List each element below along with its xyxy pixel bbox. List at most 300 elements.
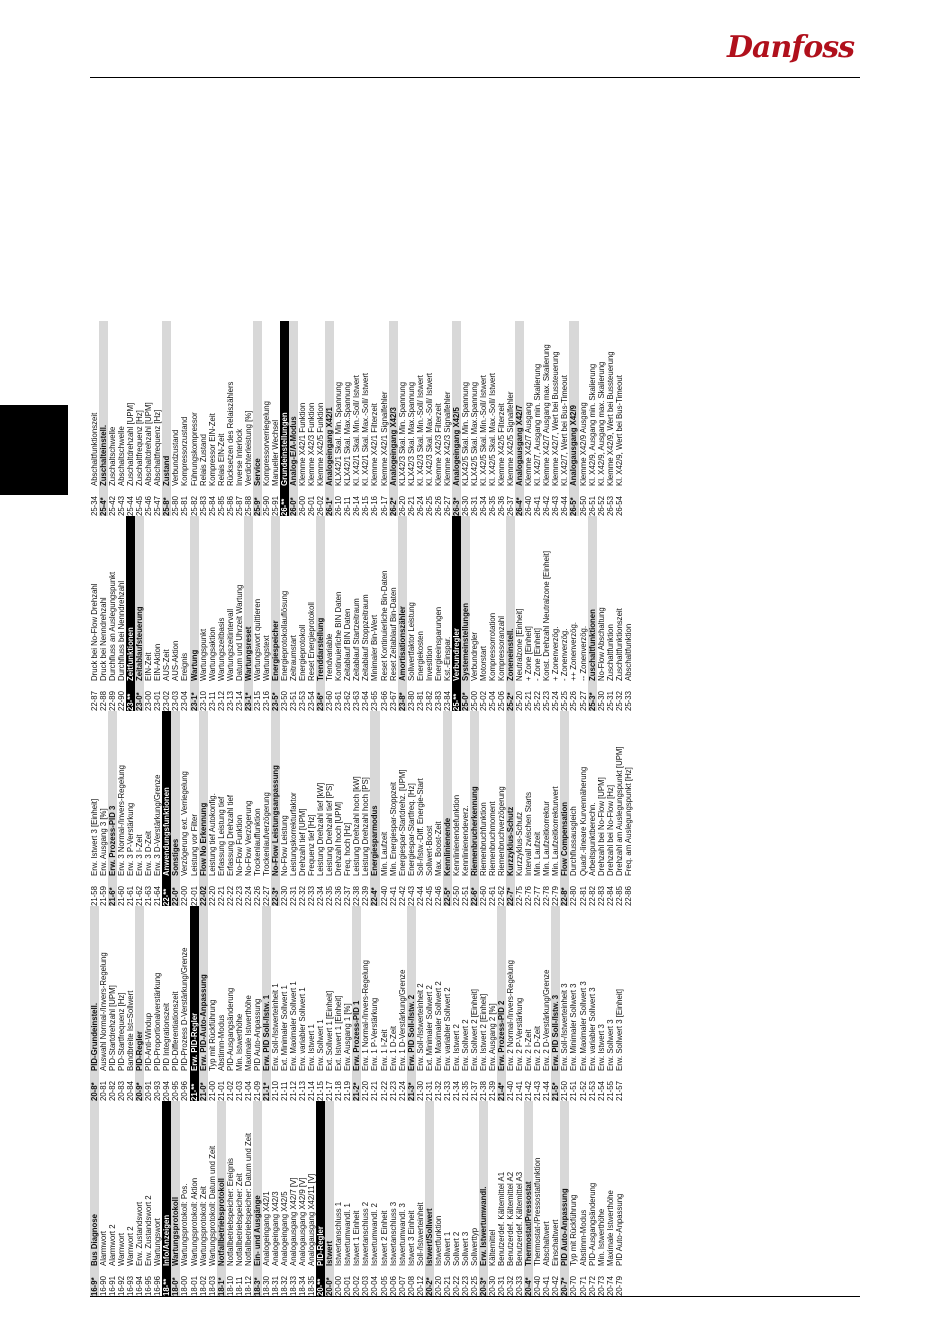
parameter-number: 23-0*: [135, 692, 145, 711]
parameter-number: 26-15: [361, 496, 371, 516]
parameter-row: [144, 1101, 153, 1296]
parameter-name: Erw. Ausgang 1 [%]: [343, 1003, 353, 1071]
parameter-name: Durchfluss bei Nenndrehzahl: [117, 580, 127, 681]
parameter-row: [515, 516, 524, 711]
parameter-name: Istwertumwandl. 1: [343, 1203, 353, 1266]
parameter-name: Klemme X42/3 Funktion: [307, 402, 317, 486]
parameter-row: [569, 516, 578, 711]
parameter-name: Ext. Istwert 1 [Einheit]: [334, 995, 344, 1071]
parameter-name: Trockenlauffunktion: [252, 808, 262, 876]
parameter-number: 18-02: [198, 1276, 208, 1296]
parameter-number: 18-35: [307, 1276, 317, 1296]
parameter-row: [117, 1101, 126, 1296]
parameter-name: Erw. Prozess-PID 3: [108, 805, 118, 876]
parameter-row: [190, 1101, 199, 1296]
parameter-row: [90, 711, 99, 906]
parameter-number: 20-**: [316, 1278, 326, 1296]
parameter-name: Notfallbetriebsprotokoll: [216, 1178, 226, 1266]
parameter-row: [416, 1101, 425, 1296]
parameter-number: 25-84: [207, 496, 217, 516]
parameter-name: Warnwort: [117, 1232, 127, 1266]
parameter-name: Klemme X42/9, Wert bei Bussteuerung: [605, 351, 615, 486]
parameter-row: [244, 321, 253, 516]
parameter-number: 23-14: [234, 691, 244, 711]
parameter-number: 21-04: [243, 1081, 253, 1101]
parameter-subgroup-header: [162, 321, 171, 516]
parameter-row: [434, 321, 443, 516]
parameter-name: Zeitablaufsteuerung: [135, 606, 145, 681]
parameter-row: [208, 321, 217, 516]
parameter-name: Drehzahl hoch [UPM]: [334, 801, 344, 876]
parameter-name: Reset Energieprotokoll: [307, 602, 317, 681]
parameter-row: [588, 1101, 597, 1296]
parameter-row: [443, 1101, 452, 1296]
parameter-number: 25-26: [569, 691, 579, 711]
parameter-number: 22-3*: [270, 887, 280, 906]
parameter-number: 21-39: [488, 1081, 498, 1101]
parameter-group-header: [452, 516, 461, 711]
parameter-number: 21-10: [270, 1081, 280, 1101]
parameter-row: [190, 711, 199, 906]
parameter-row: [298, 321, 307, 516]
parameter-name: Analogausgang X42/9 [V]: [298, 1177, 308, 1266]
parameter-number: 18-01: [189, 1276, 199, 1296]
parameter-name: Alarmwort: [99, 1230, 109, 1266]
parameter-row: [361, 321, 370, 516]
parameter-number: 23-13: [225, 691, 235, 711]
parameter-name: Wartungszeitbasis: [216, 617, 226, 681]
parameter-row: [307, 906, 316, 1101]
parameter-name: Arbeitspunktberechn.: [587, 802, 597, 876]
parameter-name: Wartungsaktion: [207, 627, 217, 681]
parameter-name: Wartungsprotokoll: Aktion: [189, 1177, 199, 1266]
parameter-name: Erw. variabler Sollwert 3: [587, 987, 597, 1071]
parameter-name: Kennlinienende: [442, 817, 452, 876]
parameter-number: 23-8*: [397, 692, 407, 711]
parameter-name: Thermostat-/Pressostatfunktion: [533, 1157, 543, 1266]
parameter-row: [153, 321, 162, 516]
parameter-number: 26-0*: [289, 497, 299, 516]
parameter-row: [597, 711, 606, 906]
parameter-number: 22-77: [533, 886, 543, 906]
parameter-row: [117, 711, 126, 906]
parameter-number: 20-31: [497, 1276, 507, 1296]
parameter-number: 21-17: [325, 1081, 335, 1101]
parameter-number: 22-31: [289, 886, 299, 906]
parameter-subgroup-header: [190, 516, 199, 711]
parameter-name: Erw. 2 I-Zeit: [524, 1029, 534, 1071]
parameter-number: 18-1*: [216, 1277, 226, 1296]
parameter-name: Zoneneinstell.: [506, 628, 516, 681]
parameter-number: 26-20: [397, 496, 407, 516]
parameter-name: Thermostat/Pressostat: [524, 1181, 534, 1266]
parameter-number: 21-37: [469, 1081, 479, 1101]
parameter-name: Erw. PID Soll-/Istw. 1: [261, 994, 271, 1071]
parameter-name: Datum und Uhrzeit Wartung: [234, 584, 244, 681]
parameter-name: Notfallbetriebspeicher: Datum und Zeit: [243, 1132, 253, 1266]
parameter-name: Analogeingang X42/5: [279, 1191, 289, 1266]
parameter-row: [171, 906, 180, 1101]
parameter-name: KLX42/5 Skal. Min. Spannung: [460, 381, 470, 486]
parameter-number: 21-41: [515, 1081, 525, 1101]
parameter-row: [389, 711, 398, 906]
parameter-name: Energieeinsparungen: [433, 606, 443, 681]
parameter-name: Sollwert 2: [451, 1231, 461, 1266]
parameter-number: 16-96: [153, 1276, 163, 1296]
parameter-name: Erw. 3 Normal-/Invers-Regelung: [117, 765, 127, 876]
parameter-number: 26-3*: [451, 497, 461, 516]
parameter-number: 21-15: [316, 1081, 326, 1101]
parameter-name: Abschaltfrequenz [Hz]: [153, 409, 163, 486]
parameter-subgroup-header: [443, 711, 452, 906]
parameter-row: [615, 321, 624, 516]
parameter-number: 25-46: [144, 496, 154, 516]
parameter-row: [135, 321, 144, 516]
parameter-subgroup-header: [506, 516, 515, 711]
parameter-name: PID-Grundeinstell.: [90, 1002, 99, 1071]
parameter-row: [99, 1101, 108, 1296]
parameter-number: 23-15: [252, 691, 262, 711]
parameter-row: [325, 711, 334, 906]
parameter-name: Inverse Interlock: [234, 428, 244, 486]
parameter-name: Zustand: [162, 455, 172, 486]
parameter-number: 25-42: [108, 496, 118, 516]
parameter-number: 21-2*: [352, 1082, 362, 1101]
parameter-number: 22-45: [424, 886, 434, 906]
parameter-number: 20-32: [506, 1276, 516, 1296]
parameter-row: [108, 516, 117, 711]
parameter-row: [515, 906, 524, 1101]
parameter-row: [361, 906, 370, 1101]
parameter-row: [334, 321, 343, 516]
parameter-name: Leistung Drehzahl hoch [kW]: [352, 776, 362, 876]
parameter-name: Klemme X42/9 Ausgang: [578, 402, 588, 486]
parameter-row: [370, 906, 379, 1101]
parameter-number: 21-4*: [497, 1082, 507, 1101]
parameter-number: 16-9*: [90, 1277, 99, 1296]
parameter-name: Wartungsprotokoll: Datum und Zeit: [207, 1145, 217, 1266]
parameter-row: [506, 1101, 515, 1296]
parameter-name: Soll-/Istwerteinheit: [415, 1202, 425, 1266]
parameter-number: 16-92: [117, 1276, 127, 1296]
parameter-name: Minimaler Bin-Wert: [370, 614, 380, 681]
parameter-subgroup-header: [461, 516, 470, 711]
parameter-subgroup-header: [407, 906, 416, 1101]
parameter-name: Sollwerttyp: [469, 1227, 479, 1266]
parameter-number: 21-54: [596, 1081, 606, 1101]
parameter-row: [307, 1101, 316, 1296]
parameter-row: [126, 321, 135, 516]
parameter-number: 25-91: [270, 496, 280, 516]
parameter-number: 25-9*: [252, 497, 262, 516]
parameter-name: Erw. Maximaler Sollwert 2: [433, 981, 443, 1071]
parameter-name: No-Flow Leistungsanpassung: [270, 765, 280, 876]
parameter-row: [352, 516, 361, 711]
parameter-name: Drehzahl am Auslegungspunkt [UPM]: [614, 746, 624, 876]
parameter-number: 20-00: [334, 1276, 344, 1296]
parameter-name: Erw. 1 P-Verstärkung: [370, 997, 380, 1071]
parameter-name: Kl. X42/3 Skal. Max.-Soll/ Istwert: [424, 372, 434, 486]
parameter-row: [461, 711, 470, 906]
parameter-row: [280, 1101, 289, 1296]
parameter-row: [334, 711, 343, 906]
parameter-row: [199, 321, 208, 516]
parameter-number: 25-34: [90, 496, 99, 516]
parameter-row: [180, 1101, 189, 1296]
parameter-name: Istwertanschluss 2: [361, 1201, 371, 1266]
parameter-row: [452, 711, 461, 906]
parameter-number: 18-**: [162, 1278, 172, 1296]
parameter-name: Flow Compensation: [560, 801, 570, 876]
parameter-name: Ein- und Ausgänge: [252, 1195, 262, 1266]
parameter-subgroup-header: [271, 711, 280, 906]
parameter-row: [307, 516, 316, 711]
parameter-row: [533, 516, 542, 711]
parameter-number: 23-81: [415, 691, 425, 711]
parameter-row: [470, 1101, 479, 1296]
parameter-number: 23-65: [370, 691, 380, 711]
parameter-row: [153, 906, 162, 1101]
parameter-number: 23-50: [279, 691, 289, 711]
parameter-name: Klemme X42/1 Funktion: [298, 402, 308, 486]
parameter-row: [298, 1101, 307, 1296]
parameter-number: 18-3*: [252, 1277, 262, 1296]
parameter-number: 21-**: [189, 1083, 199, 1101]
parameter-name: Zuschaltfunktionen: [587, 609, 597, 681]
parameter-number: 20-70: [569, 1276, 579, 1296]
parameter-row: [208, 906, 217, 1101]
parameter-name: Kältemittel: [488, 1229, 498, 1266]
parameter-number: 22-81: [578, 886, 588, 906]
parameter-row: [434, 711, 443, 906]
parameter-row: [425, 321, 434, 516]
parameter-name: Kl. X42/7, Wert bei Bus-Timeout: [560, 375, 570, 486]
parameter-column: [90, 321, 860, 516]
parameter-row: [334, 906, 343, 1101]
parameter-name: Kurzzyklus-Schutz: [506, 806, 516, 876]
parameter-number: 21-12: [289, 1081, 299, 1101]
parameter-number: 23-61: [334, 691, 344, 711]
parameter-number: 21-5*: [551, 1082, 561, 1101]
parameter-row: [289, 1101, 298, 1296]
parameter-name: Kompressorrotation: [488, 612, 498, 681]
parameter-row: [370, 516, 379, 711]
parameter-number: 25-43: [117, 496, 127, 516]
parameter-number: 26-4*: [515, 497, 525, 516]
parameter-row: [606, 321, 615, 516]
parameter-number: 18-33: [289, 1276, 299, 1296]
parameter-name: Erw. 1 D-Zeit: [388, 1025, 398, 1071]
parameter-number: 22-35: [325, 886, 335, 906]
parameter-number: 26-31: [469, 496, 479, 516]
parameter-number: 20-03: [361, 1276, 371, 1296]
parameter-row: [316, 321, 325, 516]
parameter-name: Erw. PID Soll-/Istw. 3: [551, 994, 561, 1071]
parameter-number: 25-88: [243, 496, 253, 516]
parameter-number: 21-21: [370, 1081, 380, 1101]
parameter-number: 25-**: [451, 693, 461, 711]
parameter-number: 20-95: [171, 1081, 181, 1101]
parameter-number: 22-80: [569, 886, 579, 906]
parameter-name: Leistung Drehzahl hoch [PS]: [361, 777, 371, 876]
parameter-number: 22-75: [515, 886, 525, 906]
parameter-name: Abschaltfunktion: [623, 623, 633, 681]
parameter-number: 20-22: [451, 1276, 461, 1296]
parameter-row: [226, 516, 235, 711]
parameter-subgroup-header: [199, 906, 208, 1101]
parameter-subgroup-header: [524, 1101, 533, 1296]
parameter-number: 21-34: [451, 1081, 461, 1101]
parameter-row: [380, 516, 389, 711]
parameter-row: [579, 321, 588, 516]
parameter-name: + Zone [Einheit]: [524, 626, 534, 681]
parameter-name: Zeitablauf Startzeitraum: [352, 598, 362, 681]
parameter-number: 23-1*: [243, 692, 253, 711]
parameter-subgroup-header: [515, 321, 524, 516]
parameter-group-header: [162, 1101, 171, 1296]
parameter-name: Erw. Sollwert 3: [605, 1019, 615, 1071]
parameter-subgroup-header: [370, 711, 379, 906]
parameter-number: 23-63: [352, 691, 362, 711]
parameter-name: Energieprotokollauflösung: [279, 590, 289, 681]
parameter-row: [280, 516, 289, 711]
parameter-row: [452, 1101, 461, 1296]
parameter-row: [280, 906, 289, 1101]
parameter-row: [579, 1101, 588, 1296]
parameter-name: PID-Differentiationszeit: [171, 991, 181, 1071]
parameter-row: [398, 906, 407, 1101]
parameter-number: 20-83: [117, 1081, 127, 1101]
parameter-name: PID-Proportionalverstärkung: [153, 972, 163, 1071]
parameter-name: Klemme X42/5 Funktion: [316, 402, 326, 486]
parameter-row: [262, 711, 271, 906]
parameter-row: [262, 1101, 271, 1296]
parameter-number: 22-5*: [442, 887, 452, 906]
parameter-number: 23-02: [162, 691, 172, 711]
parameter-number: 26-00: [298, 496, 308, 516]
parameter-name: Alarmwort 2: [108, 1224, 118, 1266]
parameter-number: 21-23: [388, 1081, 398, 1101]
parameter-number: 21-40: [506, 1081, 516, 1101]
parameter-name: Leistung tief Autokonfig.: [207, 793, 217, 876]
parameter-number: 22-22: [225, 886, 235, 906]
parameter-name: Zeitraumstart: [289, 635, 299, 681]
parameter-row: [144, 321, 153, 516]
parameter-row: [425, 906, 434, 1101]
parameter-row: [533, 711, 542, 906]
parameter-name: Kl. X42/1 Skal. Min.-Soll/ Istwert: [352, 375, 362, 486]
parameter-row: [343, 1101, 352, 1296]
parameter-name: Verbundzustand: [171, 429, 181, 486]
parameter-name: Erw. Maximaler Sollwert 1: [289, 981, 299, 1071]
parameter-number: 22-43: [406, 886, 416, 906]
parameter-row: [126, 906, 135, 1101]
parameter-name: Analogeingang X42/3: [388, 407, 398, 486]
parameter-row: [425, 516, 434, 711]
parameter-number: 26-24: [415, 496, 425, 516]
parameter-row: [416, 321, 425, 516]
parameter-number: 21-60: [117, 886, 127, 906]
parameter-name: Zuschaltfunktion: [605, 624, 615, 681]
parameter-row: [253, 906, 262, 1101]
parameter-name: Erw. 1 Normal-/Invers-Regelung: [361, 960, 371, 1071]
parameter-name: PID Auto-Anpassung: [614, 1193, 624, 1266]
parameter-name: Erw. 2 D-Verstärkung/Grenze: [542, 969, 552, 1071]
parameter-row: [407, 321, 416, 516]
parameter-name: Systemeinstellungen: [460, 603, 470, 681]
parameter-number: 25-21: [524, 691, 534, 711]
parameter-row: [135, 1101, 144, 1296]
parameter-number: 18-12: [243, 1276, 253, 1296]
parameter-number: 21-1*: [261, 1082, 271, 1101]
parameter-name: Einschaltwert: [551, 1219, 561, 1266]
parameter-number: 23-67: [388, 691, 398, 711]
parameter-name: Erw. Istwert 3 [Einheit]: [90, 798, 99, 876]
parameter-number: 25-8*: [162, 497, 172, 516]
parameter-number: 25-2*: [506, 692, 516, 711]
parameter-row: [434, 1101, 443, 1296]
parameter-row: [606, 516, 615, 711]
parameter-name: Istwert 2 Einheit: [379, 1210, 389, 1266]
parameter-number: 25-0*: [460, 692, 470, 711]
parameter-name: PID-Regler: [135, 1031, 145, 1071]
parameter-row: [479, 711, 488, 906]
parameter-number: 26-02: [316, 496, 326, 516]
parameter-subgroup-header: [289, 321, 298, 516]
parameter-name: Warnwort 2: [126, 1226, 136, 1266]
parameter-number: 21-32: [433, 1081, 443, 1101]
parameter-number: 25-30: [596, 691, 606, 711]
parameter-group-header: [280, 321, 289, 516]
parameter-name: Zuschaltschwelle: [108, 426, 118, 486]
parameter-number: 22-**: [162, 888, 172, 906]
parameter-row: [271, 321, 280, 516]
parameter-subgroup-header: [135, 906, 144, 1101]
parameter-row: [253, 516, 262, 711]
parameter-name: Erw. Istwert 2 [Einheit]: [479, 993, 489, 1071]
parameter-name: Klemme X42/5 Filterzeit: [497, 403, 507, 486]
parameter-name: Wartungspunkt: [198, 628, 208, 681]
parameter-row: [542, 321, 551, 516]
parameter-number: 21-3*: [406, 1082, 416, 1101]
parameter-row: [226, 711, 235, 906]
parameter-number: 25-80: [171, 496, 181, 516]
parameter-name: Druck bei No-Flow Drehzahl: [90, 583, 99, 681]
parameter-row: [180, 711, 189, 906]
parameter-name: Kl. X42/9, Ausgang min. Skalierung: [587, 363, 597, 486]
parameter-number: 23-11: [207, 691, 217, 711]
parameter-row: [343, 516, 352, 711]
parameter-row: [533, 1101, 542, 1296]
parameter-row: [289, 906, 298, 1101]
parameter-number: 26-34: [479, 496, 489, 516]
parameter-row: [361, 1101, 370, 1296]
parameter-number: 20-06: [388, 1276, 398, 1296]
parameter-row: [479, 906, 488, 1101]
parameter-name: Leistungskorrekturfaktor: [289, 792, 299, 876]
parameter-name: KLX42/1 Skal. Max.Spannung: [343, 381, 353, 486]
parameter-name: Erw. Zustandswort 2: [144, 1195, 154, 1266]
parameter-number: 22-6*: [469, 887, 479, 906]
parameter-row: [452, 906, 461, 1101]
parameter-number: 20-82: [108, 1081, 118, 1101]
parameter-number: 25-23: [542, 691, 552, 711]
parameter-name: Kl. X42/5 Skal. Max.-Soll/ Istwert: [488, 372, 498, 486]
parameter-number: 21-11: [279, 1081, 289, 1101]
parameter-name: Kl. X42/7, Ausgang min. Skalierung: [533, 363, 543, 486]
parameter-number: 26-53: [605, 496, 615, 516]
danfoss-logo: Danfoss: [727, 30, 854, 65]
